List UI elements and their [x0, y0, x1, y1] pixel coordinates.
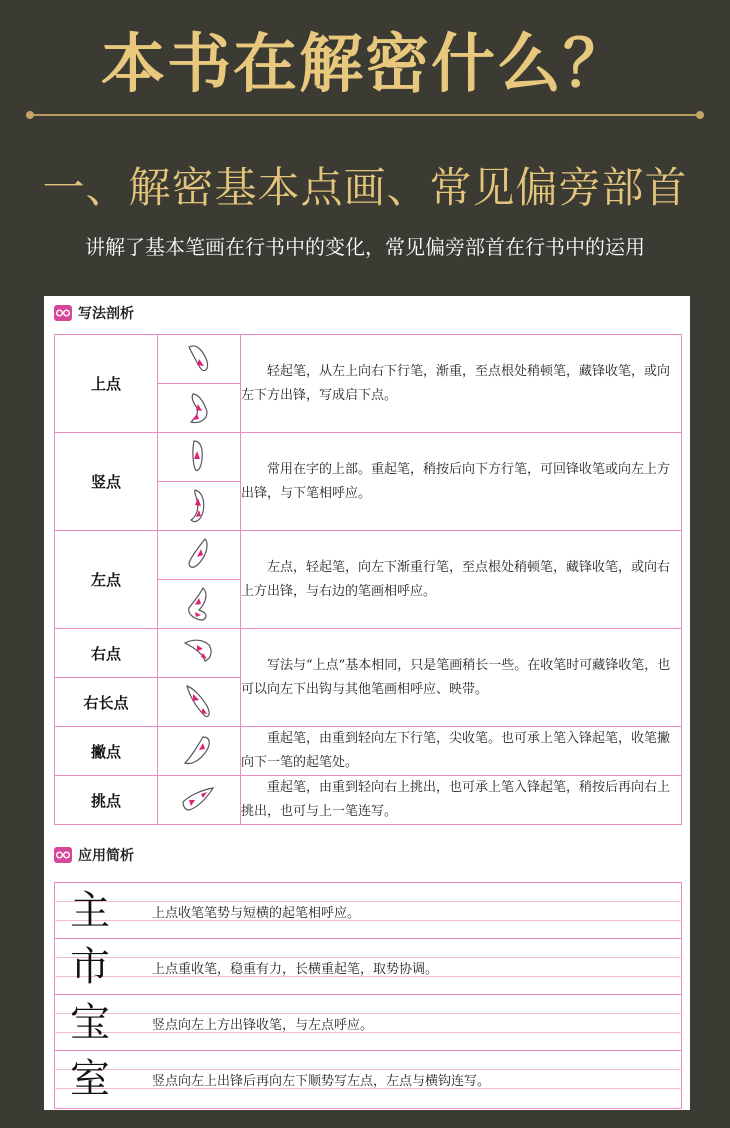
long-right-dot-stroke-icon — [179, 682, 219, 722]
stroke-demo-cell — [158, 482, 241, 531]
stroke-desc: 重起笔，由重到轻向右上挑出，也可承上笔入锋起笔，稍按后再向右上挑出，也可与上一笔连写。 — [241, 776, 682, 825]
stroke-demo-cell — [158, 433, 241, 482]
list-item — [54, 1050, 682, 1107]
vertical-dot-variant-stroke-icon — [179, 486, 219, 526]
content-panel — [44, 296, 690, 1110]
example-char: 宝 — [70, 1000, 110, 1046]
stroke-demo-cell — [158, 678, 241, 727]
application-table — [54, 882, 682, 1109]
stroke-demo-cell — [158, 531, 241, 580]
stroke-demo-cell — [158, 335, 241, 384]
stroke-desc: 左点，轻起笔，向左下渐重行笔，至点根处稍顿笔，藏锋收笔，或向右上方出锋，与右边的笔画相呼应。 — [241, 531, 682, 629]
stroke-name: 上点 — [55, 335, 158, 433]
stroke-desc: 常用在字的上部。重起笔，稍按后向下方行笔，可回锋收笔或向左上方出锋，与下笔相呼应。 — [241, 433, 682, 531]
right-dot-stroke-icon — [179, 633, 219, 673]
table-row — [55, 629, 682, 678]
glasses-icon — [54, 305, 72, 321]
stroke-demo-cell — [158, 384, 241, 433]
list-item — [54, 994, 682, 1051]
vertical-dot-stroke-icon — [179, 437, 219, 477]
stroke-name: 竖点 — [55, 433, 158, 531]
stroke-demo-cell — [158, 776, 241, 825]
stroke-name: 右长点 — [55, 678, 158, 727]
top-dot-variant-stroke-icon — [179, 388, 219, 428]
left-falling-dot-stroke-icon — [179, 731, 219, 771]
table-row — [55, 433, 682, 482]
stroke-name: 撇点 — [55, 727, 158, 776]
application-header — [54, 844, 134, 866]
stroke-name: 右点 — [55, 629, 158, 678]
left-dot-variant-stroke-icon — [179, 584, 219, 624]
analysis-header — [54, 302, 134, 324]
application-label: 应用简析 — [78, 848, 134, 864]
table-row — [55, 335, 682, 384]
section-subtitle: 讲解了基本笔画在行书中的变化，常见偏旁部首在行书中的运用 — [85, 235, 645, 259]
section-title: 一、解密基本点画、常见偏旁部首 — [42, 163, 688, 212]
table-row — [55, 727, 682, 776]
stroke-demo-cell — [158, 580, 241, 629]
top-dot-stroke-icon — [179, 339, 219, 379]
table-row — [55, 531, 682, 580]
example-desc: 上点重收笔，稳重有力，长横重起笔，取势协调。 — [152, 961, 439, 977]
stroke-name: 挑点 — [55, 776, 158, 825]
example-char: 市 — [70, 944, 110, 990]
stroke-name: 左点 — [55, 531, 158, 629]
stroke-desc: 轻起笔，从左上向右下行笔，渐重，至点根处稍顿笔，藏锋收笔，或向左下方出锋，写成启下点。 — [241, 335, 682, 433]
analysis-table — [54, 334, 682, 825]
list-item — [54, 882, 682, 939]
stroke-demo-cell — [158, 727, 241, 776]
example-desc: 竖点向左上方出锋收笔，与左点呼应。 — [152, 1017, 374, 1033]
rising-dot-stroke-icon — [179, 780, 219, 820]
table-row — [55, 776, 682, 825]
hero-divider — [30, 114, 700, 116]
stroke-desc: 写法与“上点”基本相同，只是笔画稍长一些。在收笔时可藏锋收笔，也可以向左下出钩与其他笔画相呼应、映带。 — [241, 629, 682, 727]
hero-title: 本书在解密什么？ — [101, 27, 629, 102]
divider-dot-right — [696, 111, 704, 119]
glasses-icon — [54, 847, 72, 863]
example-char: 室 — [70, 1056, 110, 1102]
divider-dot-left — [26, 111, 34, 119]
analysis-label: 写法剖析 — [78, 306, 134, 322]
example-desc: 上点收笔笔势与短横的起笔相呼应。 — [152, 905, 361, 921]
list-item — [54, 938, 682, 995]
stroke-desc: 重起笔，由重到轻向左下行笔，尖收笔。也可承上笔入锋起笔，收笔撇向下一笔的起笔处。 — [241, 727, 682, 776]
stroke-demo-cell — [158, 629, 241, 678]
example-desc: 竖点向左上出锋后再向左下顺势写左点，左点与横钩连写。 — [152, 1073, 491, 1089]
example-char: 主 — [70, 888, 110, 934]
left-dot-stroke-icon — [179, 535, 219, 575]
